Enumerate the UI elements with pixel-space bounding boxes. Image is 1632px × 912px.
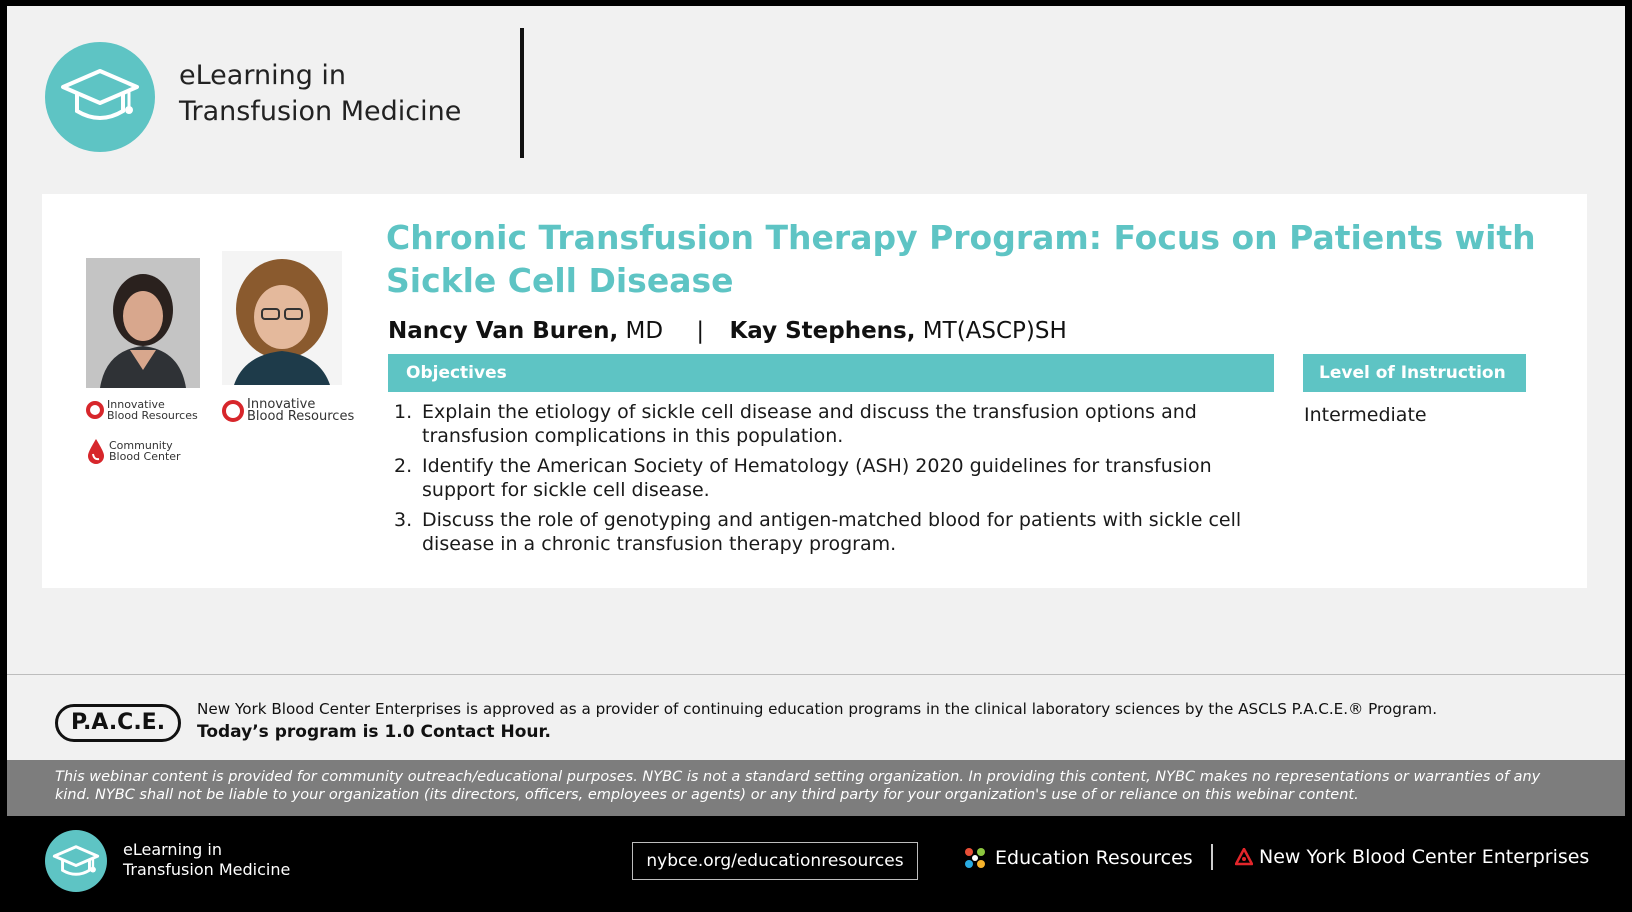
community-blood-center-logo bbox=[86, 437, 181, 465]
objective-number: 1. bbox=[394, 401, 413, 423]
person-portrait-icon bbox=[86, 258, 200, 388]
org-name-line: Blood Resources bbox=[107, 409, 198, 422]
footer-brand bbox=[123, 840, 290, 880]
innovative-blood-resources-logo bbox=[222, 399, 354, 423]
presenter-1-credential: MD bbox=[625, 318, 664, 344]
contact-hours-text: Today’s program is 1.0 Contact Hour. bbox=[197, 722, 551, 742]
ring-icon bbox=[86, 401, 104, 419]
presenter-2-name: Kay Stephens, bbox=[729, 318, 916, 344]
nybce-link[interactable] bbox=[1235, 846, 1589, 868]
objective-item bbox=[388, 508, 1248, 556]
brand-line-2: Transfusion Medicine bbox=[179, 96, 462, 127]
graduation-cap-logo bbox=[45, 42, 155, 152]
org-name-line: Innovative bbox=[107, 398, 165, 411]
objectives-list bbox=[388, 400, 1248, 562]
footer-brand-line-1: eLearning in bbox=[123, 840, 222, 859]
course-card bbox=[42, 194, 1587, 588]
education-resources-label: Education Resources bbox=[995, 847, 1193, 869]
education-resources-icon bbox=[963, 846, 987, 870]
footer bbox=[7, 816, 1625, 906]
footer-brand-line-2: Transfusion Medicine bbox=[123, 860, 291, 879]
nybce-triangle-icon bbox=[1235, 848, 1253, 866]
pace-statement bbox=[197, 699, 1587, 745]
section-divider bbox=[7, 674, 1625, 675]
presenters bbox=[388, 318, 1067, 344]
org-name-line: Blood Resources bbox=[247, 409, 355, 424]
objective-text: Explain the etiology of sickle cell disease and discuss the transfusion options and transfusion complications in this population. bbox=[422, 401, 1197, 447]
slide bbox=[7, 6, 1625, 906]
footer-divider bbox=[1211, 844, 1213, 870]
pace-approval-text: New York Blood Center Enterprises is approved as a provider of continuing education programs in the clinical laboratory sciences by the ASCLS P.A.C.E.® Program. bbox=[197, 700, 1438, 718]
objective-text: Identify the American Society of Hematology (ASH) 2020 guidelines for transfusion support for sickle cell disease. bbox=[422, 455, 1212, 501]
ring-icon bbox=[222, 400, 244, 422]
graduation-cap-icon bbox=[52, 844, 100, 880]
objective-text: Discuss the role of genotyping and antigen-matched blood for patients with sickle cell disease in a chronic transfusion therapy program. bbox=[422, 509, 1242, 555]
brand-line-1: eLearning in bbox=[179, 60, 347, 91]
disclaimer-text: This webinar content is provided for community outreach/educational purposes. NYBC is not a standard setting organization. In providing this content, NYBC makes no representations or warranties of any kind. NYBC shall not be liable to your organization (its directors, officers, employees or agents) or any third party for your organization's use of or reliance on this webinar content. bbox=[7, 760, 1625, 816]
objectives-header: Objectives bbox=[388, 354, 1274, 392]
graduation-cap-logo bbox=[45, 830, 107, 892]
nybce-label: New York Blood Center Enterprises bbox=[1259, 846, 1590, 868]
presenter-separator: | bbox=[696, 318, 705, 344]
level-header: Level of Instruction bbox=[1303, 354, 1526, 392]
presenter-1-name: Nancy Van Buren, bbox=[388, 318, 619, 344]
pace-logo: P.A.C.E. bbox=[55, 704, 181, 742]
org-name-line: Community bbox=[109, 439, 173, 452]
blood-drop-icon bbox=[86, 437, 106, 465]
objective-number: 2. bbox=[394, 455, 413, 477]
objective-number: 3. bbox=[394, 509, 413, 531]
innovative-blood-resources-logo bbox=[86, 399, 198, 421]
presenter-2-credential: MT(ASCP)SH bbox=[922, 318, 1067, 344]
objective-item bbox=[388, 454, 1248, 502]
presenter-photo-1 bbox=[86, 258, 200, 388]
objective-item bbox=[388, 400, 1248, 448]
presenter-photo-2 bbox=[222, 251, 342, 385]
education-resources-url-link[interactable]: nybce.org/educationresources bbox=[632, 842, 918, 880]
graduation-cap-icon bbox=[59, 67, 141, 127]
org-name-line: Blood Center bbox=[109, 450, 181, 463]
brand-title bbox=[179, 58, 461, 130]
header-divider bbox=[520, 28, 524, 158]
course-title: Chronic Transfusion Therapy Program: Focus on Patients with Sickle Cell Disease bbox=[386, 218, 1536, 300]
person-portrait-icon bbox=[222, 251, 342, 385]
level-value: Intermediate bbox=[1304, 404, 1427, 426]
education-resources-link[interactable] bbox=[963, 846, 1193, 870]
org-name-line: Innovative bbox=[247, 397, 316, 412]
